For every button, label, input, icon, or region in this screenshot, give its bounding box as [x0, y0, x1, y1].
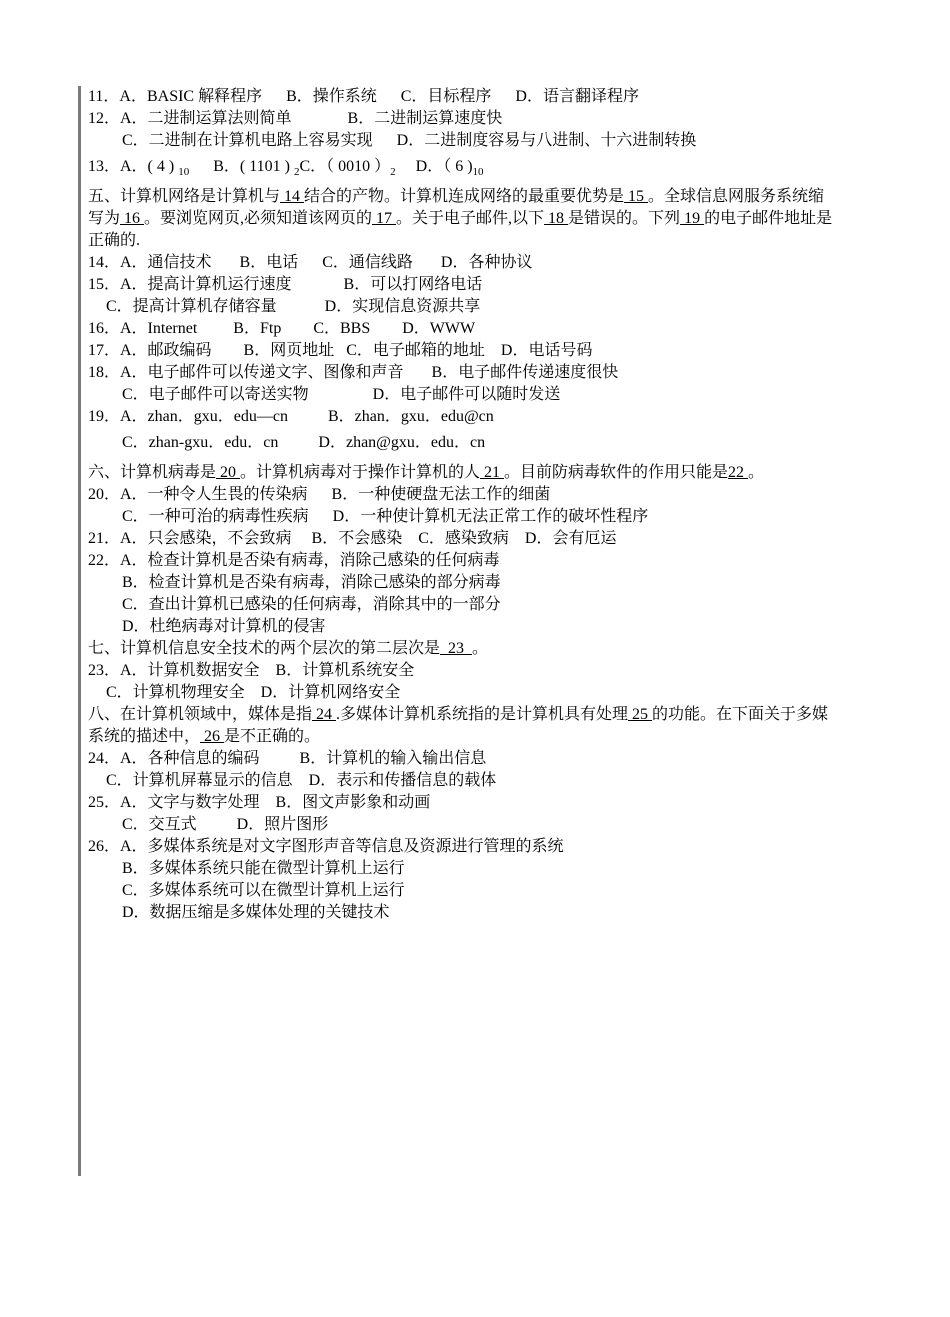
q13-c-base: 2	[390, 166, 396, 178]
question-15-cd: C．提高计算机存储容量 D．实现信息资源共享	[106, 298, 481, 315]
sec8-text-3: 的功能。在下面关于多媒系统的描述中，	[88, 706, 829, 745]
question-25-ab: 25．A．文字与数字处理 B．图文声影象和动画	[88, 794, 431, 811]
question-20-ab: 20．A．一种令人生畏的传染病 B．一种使硬盘无法工作的细菌	[88, 486, 551, 503]
question-26-a: 26．A．多媒体系统是对文字图形声音等信息及资源进行管理的系统	[88, 838, 564, 855]
q13-a: 13．A．( 4 )	[88, 158, 179, 175]
blank-23: 23	[440, 640, 473, 657]
sec6-text-2: 。计算机病毒对于操作计算机的人	[240, 464, 481, 481]
question-15-ab: 15．A．提高计算机运行速度 B．可以打网络电话	[88, 276, 483, 293]
sec5-text-1: 五、计算机网络是计算机与	[88, 188, 281, 205]
left-margin-rule	[78, 86, 81, 1176]
question-22-a: 22．A．检查计算机是否染有病毒，消除己感染的任何病毒	[88, 552, 500, 569]
blank-15: 15	[624, 188, 649, 205]
question-25-cd: C．交互式 D．照片图形	[122, 816, 329, 833]
question-16: 16．A．Internet B．Ftp C．BBS D．WWW	[88, 320, 476, 337]
exam-content	[88, 86, 836, 924]
q13-c: C．（ 0010 ）	[299, 158, 391, 175]
blank-16: 16	[120, 210, 145, 227]
q13-b: B．( 1101 )	[189, 158, 294, 175]
question-23-ab: 23．A．计算机数据安全 B．计算机系统安全	[88, 662, 415, 679]
section-8-multimedia	[88, 704, 836, 748]
q13-d-base: 10	[472, 166, 484, 178]
question-23-cd: C．计算机物理安全 D．计算机网络安全	[106, 684, 401, 701]
blank-20: 20	[216, 464, 241, 481]
sec5-text-5: 。关于电子邮件,以下	[396, 210, 545, 227]
sec8-text-1: 八、在计算机领域中，媒体是指	[88, 706, 313, 723]
question-11: 11．A．BASIC 解释程序 B．操作系统 C．目标程序 D．语言翻译程序	[88, 88, 639, 105]
blank-21: 21	[480, 464, 505, 481]
question-24-ab: 24．A．各种信息的编码 B．计算机的输入输出信息	[88, 750, 487, 767]
blank-19: 19	[680, 210, 705, 227]
question-18-cd: C．电子邮件可以寄送实物 D．电子邮件可以随时发送	[122, 386, 561, 403]
question-26-d: D．数据压缩是多媒体处理的关键技术	[122, 904, 390, 921]
sec5-text-4: 。要浏览网页,必须知道该网页的	[144, 210, 373, 227]
sec8-text-4: 是不正确的。	[224, 728, 321, 745]
sec6-text-1: 六、计算机病毒是	[88, 464, 217, 481]
sec6-text-4: 。	[748, 464, 765, 481]
q13-b-base: 2	[293, 166, 300, 178]
blank-17: 17	[372, 210, 397, 227]
question-13	[88, 152, 836, 186]
question-19-cd: C．zhan-gxu．edu．cn D．zhan@gxu．edu．cn	[122, 434, 486, 451]
q13-d: D．（ 6 )	[395, 158, 473, 175]
question-26-b: B．多媒体系统只能在微型计算机上运行	[122, 860, 405, 877]
sec5-text-3: 。全球信息网服务系统缩写为	[88, 188, 825, 227]
question-18-ab: 18．A．电子邮件可以传递文字、图像和声音 B．电子邮件传递速度很快	[88, 364, 619, 381]
question-12-cd: C．二进制在计算机电路上容易实现 D．二进制度容易与八进制、十六进制转换	[122, 132, 697, 149]
question-19-ab: 19．A．zhan．gxu．edu—cn B．zhan．gxu．edu@cn	[88, 408, 494, 425]
section-6-virus	[88, 462, 836, 484]
q13-a-base: 10	[178, 166, 190, 178]
blank-25: 25	[628, 706, 653, 723]
sec5-text-2: 结合的产物。计算机连成网络的最重要优势是	[304, 188, 625, 205]
question-14: 14．A．通信技术 B．电话 C．通信线路 D．各种协议	[88, 254, 533, 271]
question-26-c: C．多媒体系统可以在微型计算机上运行	[122, 882, 405, 899]
question-21: 21．A．只会感染，不会致病 B．不会感染 C．感染致病 D．会有厄运	[88, 530, 617, 547]
blank-18: 18	[544, 210, 569, 227]
question-24-cd: C．计算机屏幕显示的信息 D．表示和传播信息的载体	[106, 772, 497, 789]
blank-14: 14	[280, 188, 305, 205]
sec7-text-2: 。	[472, 640, 489, 657]
question-12-ab: 12．A．二进制运算法则简单 B．二进制运算速度快	[88, 110, 503, 127]
sec8-text-2: .多媒体计算机系统指的是计算机具有处理	[336, 706, 629, 723]
question-22-c: C．查出计算机已感染的任何病毒，消除其中的一部分	[122, 596, 501, 613]
blank-26: 26	[200, 728, 225, 745]
question-17: 17．A．邮政编码 B．网页地址 C．电子邮箱的地址 D．电话号码	[88, 342, 593, 359]
blank-22: 22	[728, 464, 749, 481]
sec5-text-6: 是错误的。下列	[568, 210, 681, 227]
question-22-b: B．检查计算机是否染有病毒，消除己感染的部分病毒	[122, 574, 501, 591]
blank-24: 24	[312, 706, 337, 723]
sec5-text-7: 的电子邮件地址是正确的.	[88, 210, 833, 249]
section-5-network	[88, 186, 836, 252]
sec7-text-1: 七、计算机信息安全技术的两个层次的第二层次是	[88, 640, 441, 657]
question-22-d: D．杜绝病毒对计算机的侵害	[122, 618, 326, 635]
question-20-cd: C．一种可治的病毒性疾病 D．一种使计算机无法正常工作的破坏性程序	[122, 508, 649, 525]
sec6-text-3: 。目前防病毒软件的作用只能是	[504, 464, 729, 481]
section-7-security	[88, 638, 836, 660]
